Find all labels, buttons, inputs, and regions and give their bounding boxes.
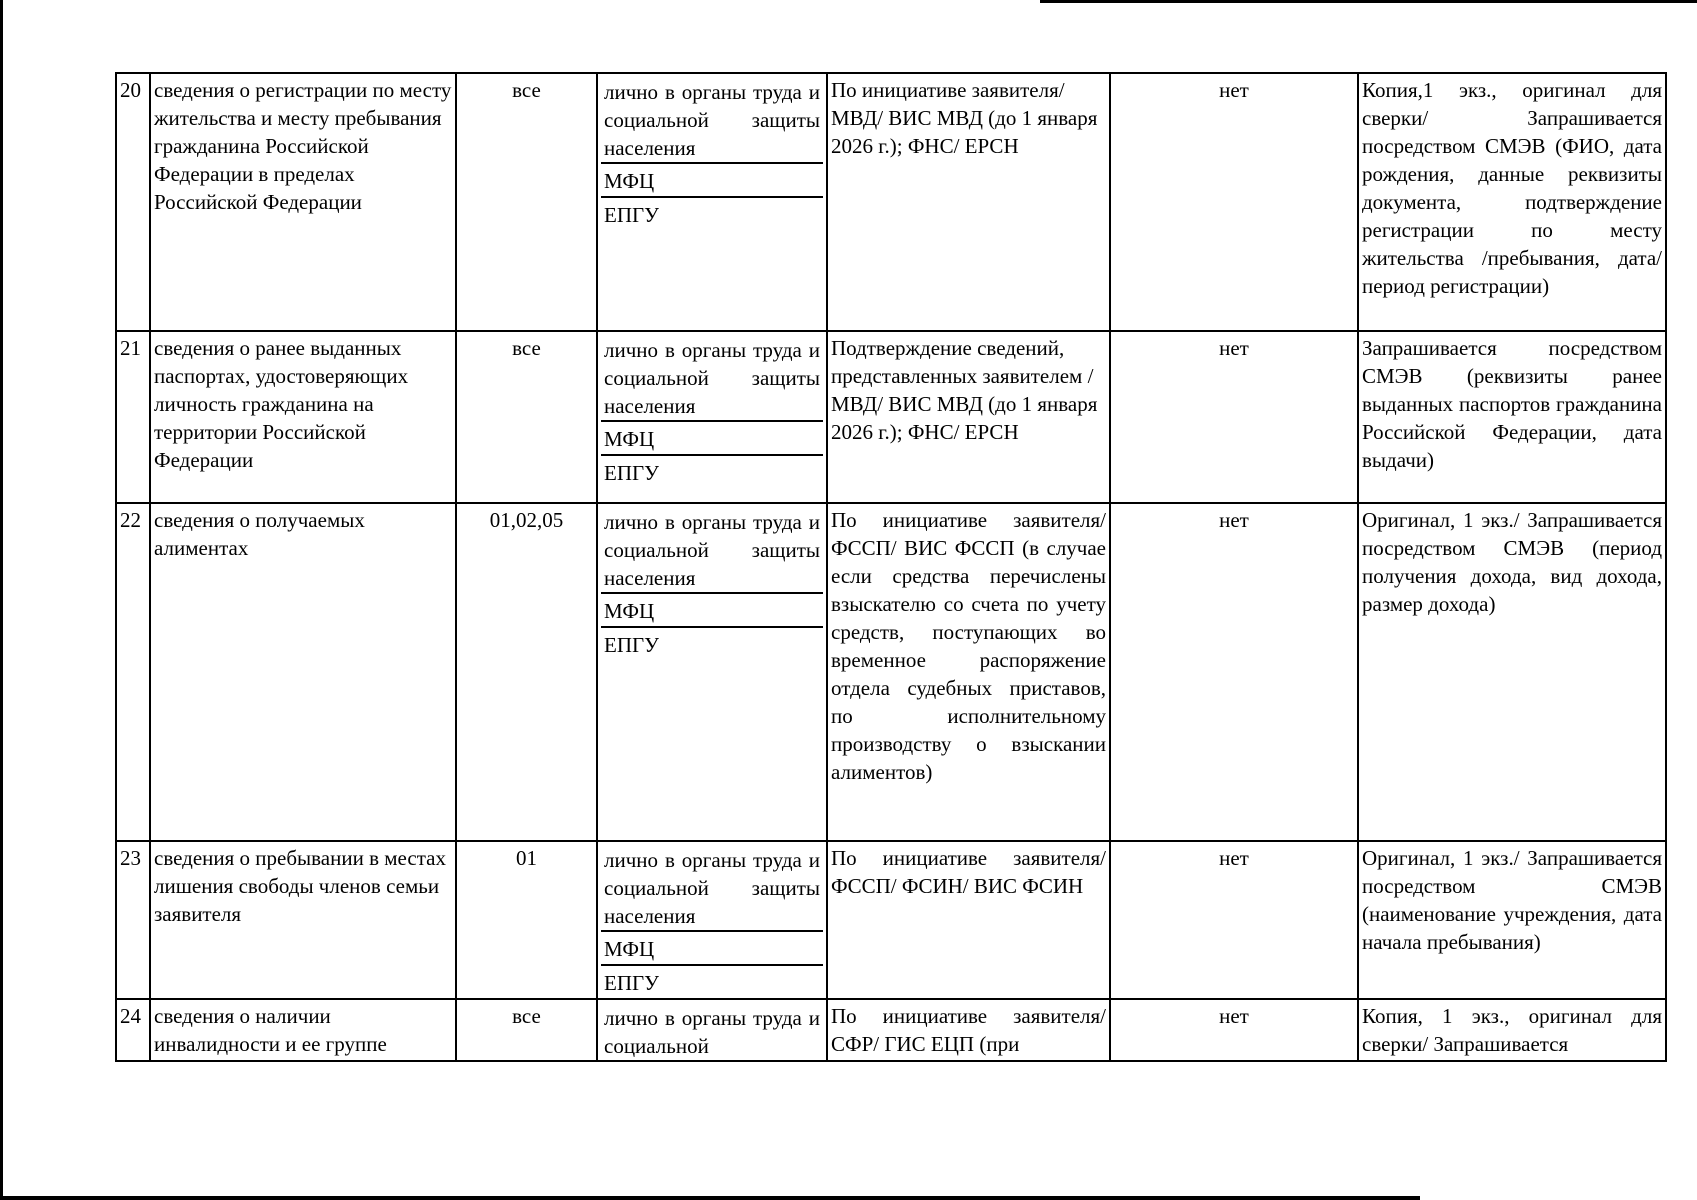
channel-mfc: МФЦ: [601, 930, 823, 964]
row-number: 20: [116, 73, 150, 331]
channel-epgu: ЕПГУ: [601, 196, 823, 230]
submission-channels: [597, 841, 827, 999]
document-source: По инициативе заявителя/ СФР/ ГИС ЕЦП (при: [827, 999, 1110, 1061]
channel-in-person: лично в органы труда и социальной защиты населения: [604, 848, 820, 928]
row-number: 23: [116, 841, 150, 999]
document-note: Запрашивается посредством СМЭВ (реквизиты ранее выданных паспортов гражданина Российской Федерации, дата выдачи): [1358, 331, 1666, 503]
document-source: Подтверждение сведений, представленных заявителем / МВД/ ВИС МВД (до 1 января 2026 г.); ФНС/ ЕРСН: [827, 331, 1110, 503]
table-row: [116, 73, 1666, 331]
fee-value: нет: [1110, 503, 1358, 841]
document-name: сведения о регистрации по месту жительства и месту пребывания гражданина Российской Федерации в пределах Российской Федерации: [150, 73, 456, 331]
applicant-category: все: [456, 999, 597, 1061]
fee-value: нет: [1110, 999, 1358, 1061]
table-row: [116, 503, 1666, 841]
row-number: 22: [116, 503, 150, 841]
channel-mfc: МФЦ: [601, 420, 823, 454]
channel-mfc: МФЦ: [601, 592, 823, 626]
document-name: сведения о ранее выданных паспортах, удостоверяющих личность гражданина на территории Российской Федерации: [150, 331, 456, 503]
scan-border-left: [0, 0, 3, 1200]
document-source: По инициативе заявителя/ МВД/ ВИС МВД (до 1 января 2026 г.); ФНС/ ЕРСН: [827, 73, 1110, 331]
document-note: Копия,1 экз., оригинал для сверки/ Запрашивается посредством СМЭВ (ФИО, дата рождения, данные реквизиты документа, подтверждение регистрации по месту жительства /пребывания, дата/период регистрации): [1358, 73, 1666, 331]
submission-channels: [597, 331, 827, 503]
channel-in-person: лично в органы труда и социальной защиты населения: [604, 80, 820, 160]
scan-border-top: [1040, 0, 1697, 3]
channel-in-person: лично в органы труда и социальной защиты населения: [604, 338, 820, 418]
fee-value: нет: [1110, 331, 1358, 503]
row-number: 24: [116, 999, 150, 1061]
fee-value: нет: [1110, 73, 1358, 331]
submission-channels: [597, 73, 827, 331]
document-name: сведения о пребывании в местах лишения свободы членов семьи заявителя: [150, 841, 456, 999]
channel-epgu: ЕПГУ: [601, 454, 823, 488]
channel-epgu: ЕПГУ: [601, 964, 823, 998]
document-note: Оригинал, 1 экз./ Запрашивается посредством СМЭВ (период получения дохода, вид дохода, размер дохода): [1358, 503, 1666, 841]
applicant-category: 01: [456, 841, 597, 999]
row-number: 21: [116, 331, 150, 503]
document-note: Оригинал, 1 экз./ Запрашивается посредством СМЭВ (наименование учреждения, дата начала пребывания): [1358, 841, 1666, 999]
document-note: Копия, 1 экз., оригинал для сверки/ Запрашивается: [1358, 999, 1666, 1061]
document-source: По инициативе заявителя/ ФССП/ ФСИН/ ВИС ФСИН: [827, 841, 1110, 999]
applicant-category: 01,02,05: [456, 503, 597, 841]
submission-channels: [597, 999, 827, 1061]
channel-in-person: лично в органы труда и социальной: [604, 1006, 820, 1058]
document-source: По инициативе заявителя/ ФССП/ ВИС ФССП (в случае если средства перечислены взыскателю со счета по учету средств, поступающих во временное распоряжение отдела судебных приставов, по исполнительному производству о взыскании алиментов): [827, 503, 1110, 841]
table-row: [116, 841, 1666, 999]
scan-border-bottom: [0, 1196, 1420, 1200]
document-name: сведения о получаемых алиментах: [150, 503, 456, 841]
table-row: [116, 999, 1666, 1061]
fee-value: нет: [1110, 841, 1358, 999]
channel-epgu: ЕПГУ: [601, 626, 823, 660]
table-row: [116, 331, 1666, 503]
applicant-category: все: [456, 331, 597, 503]
channel-in-person: лично в органы труда и социальной защиты населения: [604, 510, 820, 590]
submission-channels: [597, 503, 827, 841]
channel-mfc: МФЦ: [601, 162, 823, 196]
documents-table: [115, 72, 1667, 1062]
applicant-category: все: [456, 73, 597, 331]
document-name: сведения о наличии инвалидности и ее группе: [150, 999, 456, 1061]
